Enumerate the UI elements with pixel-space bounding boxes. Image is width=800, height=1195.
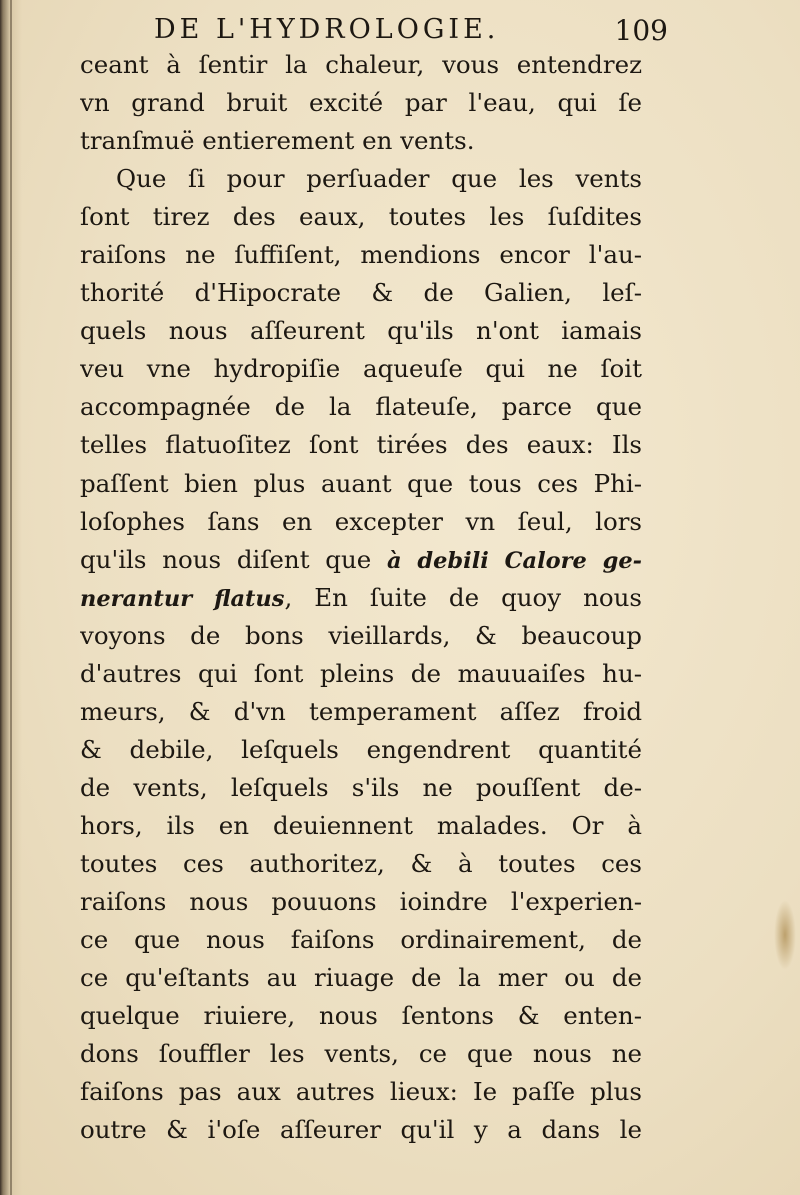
paper-stain (774, 900, 796, 970)
text-line: loſophes ſans en excepter vn ſeul, lors (80, 506, 642, 536)
running-head: DE L'HYDROLOGIE. (154, 14, 500, 45)
latin-quote: à debili Calore ge- (387, 547, 642, 574)
page-number: 109 (614, 14, 668, 47)
text-line: d'autres qui ſont pleins de mauuaiſes hu- (80, 658, 642, 688)
text-line: thorité d'Hipocrate & de Galien, leſ- (80, 278, 642, 308)
text-line: toutes ces authoritez, & à toutes ces (80, 848, 642, 878)
text-line: de vents, leſquels s'ils ne pouſſent de- (80, 772, 642, 802)
body-text (80, 46, 642, 1149)
text-line: Que ſi pour perſuader que les vents (116, 164, 642, 194)
text-line: meurs, & d'vn temperament aſſez froid (80, 696, 642, 726)
text-line: quels nous aſſeurent qu'ils n'ont iamais (80, 316, 642, 346)
text-line: hors, ils en deuiennent malades. Or à (80, 810, 642, 840)
text-segment: , En ſuite de quoy nous (284, 582, 642, 612)
text-line-mixed (80, 541, 642, 579)
text-line: ce qu'eſtants au riuage de la mer ou de (80, 963, 642, 993)
text-line: paſſent bien plus auant que tous ces Phi- (80, 468, 642, 498)
text-line-mixed (80, 579, 642, 617)
text-line: dons ſouffler les vents, ce que nous ne (80, 1039, 642, 1069)
text-line: tranſmuë entierement en vents. (80, 126, 475, 156)
text-line: accompagnée de la flateuſe, parce que (80, 392, 642, 422)
text-line: veu vne hydropiſie aqueuſe qui ne ſoit (80, 354, 642, 384)
text-line: quelque riuiere, nous ſentons & enten- (80, 1001, 642, 1031)
text-line: ceant à ſentir la chaleur, vous entendrez (80, 50, 642, 79)
text-line: raiſons ne ſuffiſent, mendions encor l'au- (80, 240, 642, 270)
text-line: raiſons nous pouuons ioindre l'experien- (80, 887, 642, 917)
latin-quote: nerantur flatus (80, 585, 285, 612)
text-line: voyons de bons vieillards, & beaucoup (80, 620, 642, 650)
gutter-edge (10, 0, 12, 1195)
text-line: telles flatuoſitez ſont tirées des eaux: Ils (80, 430, 642, 460)
text-line: faiſons pas aux autres lieux: Ie paſſe plus (80, 1077, 642, 1107)
text-line: & debile, leſquels engendrent quantité (80, 734, 642, 764)
text-line: outre & i'oſe aſſeurer qu'il y a dans le (80, 1115, 642, 1145)
text-segment: qu'ils nous diſent que (80, 544, 387, 574)
text-line: ſont tirez des eaux, toutes les ſuſdites (80, 202, 642, 232)
text-line: vn grand bruit excité par l'eau, qui ſe (80, 88, 642, 118)
text-line: ce que nous faiſons ordinairement, de (80, 925, 642, 955)
